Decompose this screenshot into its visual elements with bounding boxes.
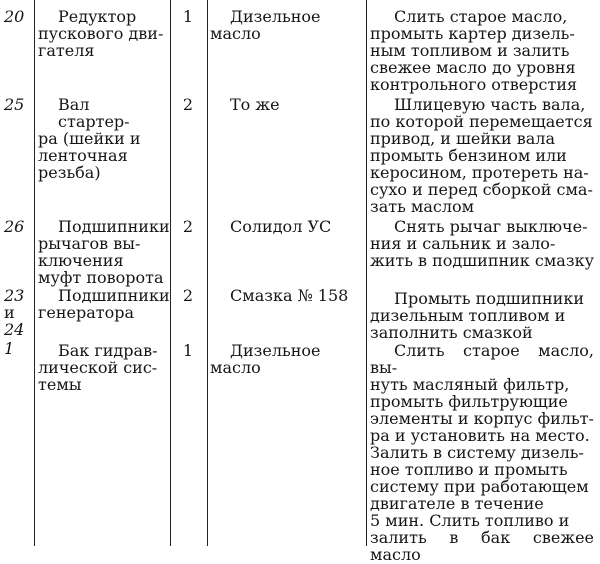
column-rule-3 xyxy=(207,0,208,546)
row-5-instruction-line: систему при работающем xyxy=(370,477,589,496)
column-rule-4 xyxy=(366,0,367,546)
row-1-name xyxy=(38,8,166,59)
row-5-lubricant xyxy=(210,342,360,376)
row-2-name-line: Вал стартер- xyxy=(58,95,130,131)
row-3-name xyxy=(38,217,170,287)
row-5-lubricant-line: масло xyxy=(210,358,261,377)
row-4-lubricant xyxy=(210,287,360,304)
row-5-qty: 1 xyxy=(182,341,194,360)
row-1-lubricant xyxy=(210,8,360,42)
row-2-lubricant-line: То же xyxy=(230,95,280,114)
row-1-instruction-line: Слить старое масло, xyxy=(394,7,568,26)
row-5-instruction-line: ра и установить на место. xyxy=(370,426,590,445)
row-1-instruction-line: контрольного отверстия xyxy=(370,75,578,94)
row-5-instructions xyxy=(370,342,594,563)
row-2-instructions xyxy=(370,96,594,215)
row-2-instruction-line: промыть бензином или xyxy=(370,146,567,165)
row-3-lubricant xyxy=(210,218,360,235)
row-4-instructions xyxy=(370,290,594,341)
row-3-number-line: 26 xyxy=(4,217,25,236)
row-2-instruction-line: керосином, протереть на- xyxy=(370,163,589,182)
row-2-instruction-line: привод, и шейки вала xyxy=(370,129,555,148)
row-2-instruction-line: зать маслом xyxy=(370,197,475,216)
row-1-number xyxy=(4,8,32,25)
row-5-instruction-line: двигателе в течение xyxy=(370,494,544,513)
row-1-lubricant-line: масло xyxy=(210,24,261,43)
row-5-instruction-line: ное топливо и промыть xyxy=(370,460,568,479)
row-5-instruction-line: Слить старое масло, вы- xyxy=(370,341,594,377)
row-3-instruction-line: Снять рычаг выключе- xyxy=(394,217,588,236)
row-2-number-line: 25 xyxy=(4,95,25,114)
row-4-instruction-line: дизельным топливом и xyxy=(370,306,566,325)
row-5-instruction-line: 5 мин. Слить топливо и xyxy=(370,511,570,530)
row-4-number-line: 23 xyxy=(4,286,25,305)
row-2-number xyxy=(4,96,32,113)
row-5-name-line: лической сис- xyxy=(38,358,158,377)
row-2-instruction-line: сухо и перед сборкой сма- xyxy=(370,180,593,199)
row-1-instruction-line: ным топливом и залить xyxy=(370,41,570,60)
row-1-qty: 1 xyxy=(182,7,194,26)
row-4-name-line: генератора xyxy=(38,303,135,322)
row-5-name xyxy=(38,342,166,393)
row-1-instruction-line: свежее масло до уровня xyxy=(370,58,576,77)
row-5-instruction-line: Залить в систему дизель- xyxy=(370,443,584,462)
row-1-lubricant-line: Дизельное xyxy=(230,7,321,26)
row-4-qty: 2 xyxy=(182,286,194,305)
row-3-instruction-line: жить в подшипник смазку xyxy=(370,251,594,270)
column-rule-1 xyxy=(34,0,35,546)
row-3-name-line: ключения xyxy=(38,251,124,270)
row-2-qty: 2 xyxy=(182,95,194,114)
row-3-qty: 2 xyxy=(182,217,194,236)
row-3-lubricant-line: Солидол УС xyxy=(230,217,332,236)
row-5-instruction-line: промыть фильтрующие xyxy=(370,392,568,411)
row-4-instruction-line: Промыть подшипники xyxy=(394,289,584,308)
row-2-name-line: ленточная xyxy=(38,146,128,165)
row-5-number-line: 1 xyxy=(4,339,15,358)
row-5-instruction-line: залить в бак свежее масло xyxy=(370,528,594,564)
row-5-name-line: темы xyxy=(38,375,82,394)
row-2-instruction-line: по которой перемещается xyxy=(370,112,593,131)
row-4-number xyxy=(4,287,32,338)
row-4-name xyxy=(38,286,170,322)
row-2-lubricant xyxy=(210,96,360,113)
column-rule-2 xyxy=(170,0,171,546)
row-1-name-line: гателя xyxy=(38,41,95,60)
row-2-name-line: резьба) xyxy=(38,163,101,182)
row-5-instruction-line: элементы и корпус фильт- xyxy=(370,409,594,428)
row-4-instruction-line: заполнить смазкой xyxy=(370,323,533,342)
row-3-name-line: Подшипники xyxy=(58,217,170,236)
row-1-instruction-line: промыть картер дизель- xyxy=(370,24,575,43)
row-2-instruction-line: Шлицевую часть вала, xyxy=(394,95,586,114)
row-3-name-line: муфт поворота xyxy=(38,268,164,287)
row-4-name-line: Подшипники xyxy=(58,286,170,305)
row-5-number xyxy=(4,340,32,357)
row-3-number xyxy=(4,218,32,235)
row-5-lubricant-line: Дизельное xyxy=(230,341,321,360)
row-3-instruction-line: ния и сальник и зало- xyxy=(370,234,556,253)
row-2-name xyxy=(38,96,166,181)
row-5-instruction-line: нуть масляный фильтр, xyxy=(370,375,570,394)
row-3-instructions xyxy=(370,218,594,269)
row-3-name-line: рычагов вы- xyxy=(38,234,141,253)
row-1-name-line: Редуктор xyxy=(58,7,137,26)
row-4-number-line: 24 xyxy=(4,320,25,339)
row-1-name-line: пускового дви- xyxy=(38,24,164,43)
row-1-number-line: 20 xyxy=(4,7,25,26)
row-2-name-line: ра (шейки и xyxy=(38,129,141,148)
row-4-lubricant-line: Смазка № 158 xyxy=(230,286,349,305)
row-5-name-line: Бак гидрав- xyxy=(58,341,158,360)
row-4-number-line: и xyxy=(4,303,15,322)
row-1-instructions xyxy=(370,8,594,93)
